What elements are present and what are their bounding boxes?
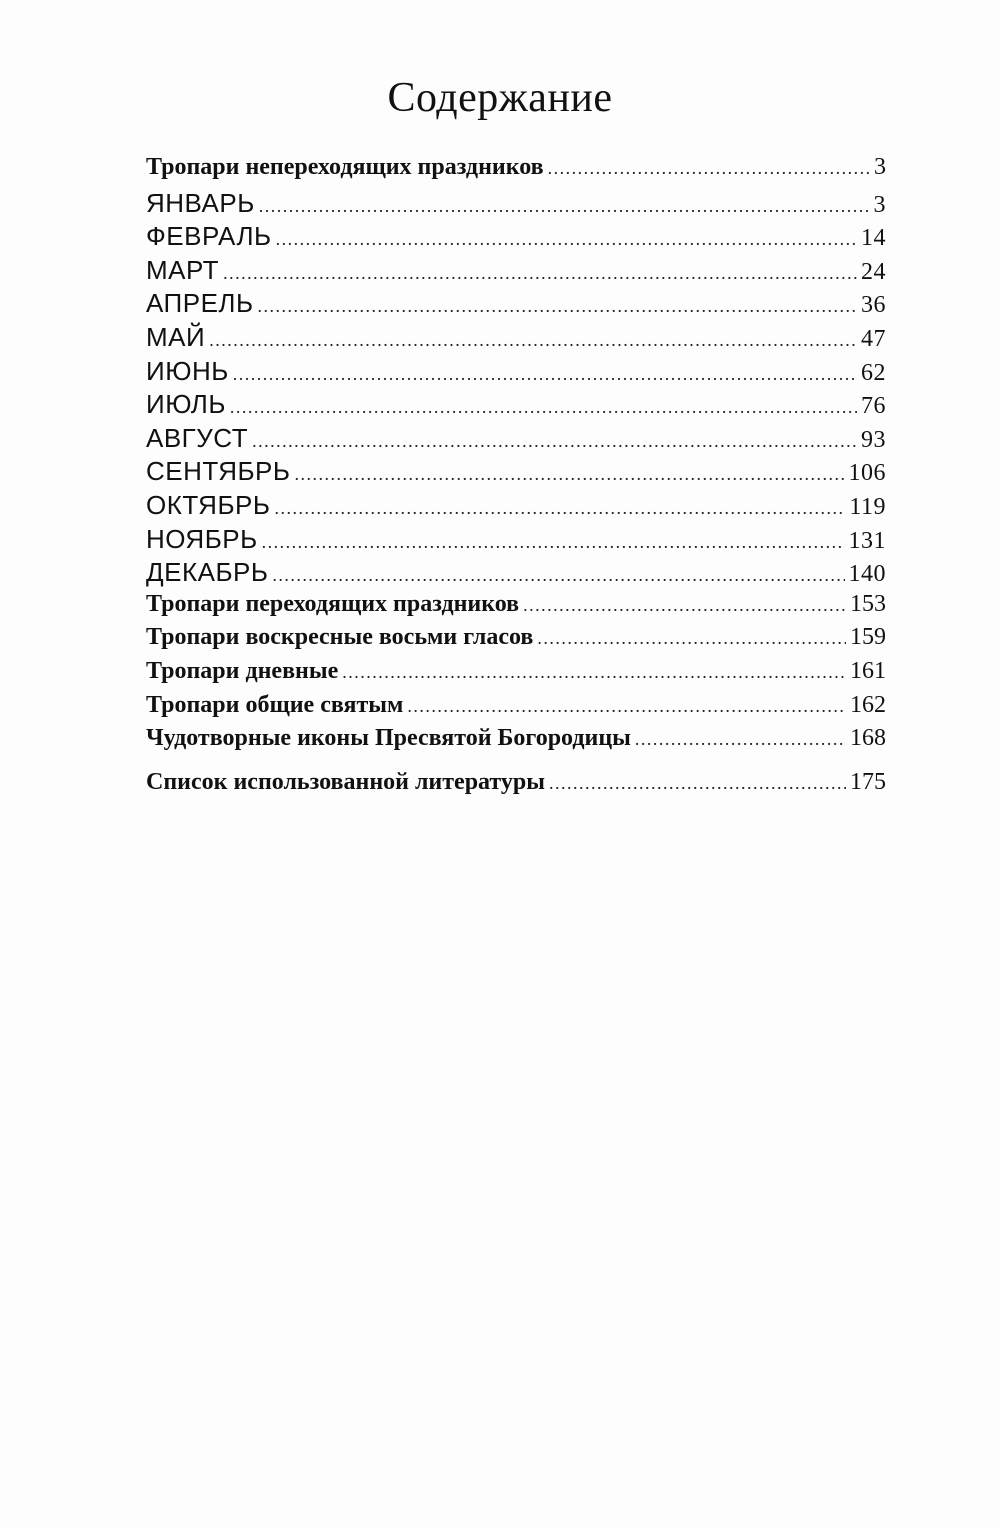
dot-leader [407, 696, 846, 717]
toc-page-number: 140 [848, 561, 886, 588]
dot-leader [274, 498, 845, 519]
dot-leader [294, 464, 844, 485]
toc-entry [146, 456, 886, 490]
toc-entry [146, 288, 886, 322]
toc-entry [146, 769, 886, 803]
toc-entry [146, 389, 886, 423]
toc-entry [146, 692, 886, 726]
dot-leader [252, 431, 857, 452]
toc-entry-label: Тропари общие святым [146, 691, 404, 718]
toc-entry-label: ЯНВАРЬ [146, 187, 255, 218]
toc-entry-label: Список использованной литературы [146, 768, 545, 795]
toc-page-number: 3 [874, 154, 886, 180]
toc-entry-label: ФЕВРАЛЬ [146, 221, 272, 252]
toc-page-number: 36 [861, 292, 886, 319]
toc-entry-label: СЕНТЯБРЬ [146, 456, 291, 487]
dot-leader [259, 196, 870, 217]
toc-entry [146, 255, 886, 289]
toc-page-number: 47 [861, 325, 886, 352]
dot-leader [635, 729, 846, 750]
toc-entry-label: Тропари воскресные восьми гласов [146, 624, 534, 651]
toc-entry [146, 725, 886, 759]
toc-page-number: 3 [873, 191, 886, 218]
toc-page-number: 131 [848, 527, 886, 554]
dot-leader [258, 296, 857, 317]
toc-entry [146, 221, 886, 255]
toc-entry [146, 423, 886, 457]
dot-leader [230, 397, 857, 418]
dot-leader [549, 773, 846, 794]
dot-leader [262, 532, 845, 553]
toc-entry [146, 322, 886, 356]
toc-entry-label: Чудотворные иконы Пресвятой Богородицы [146, 725, 631, 752]
toc-entry [146, 591, 886, 625]
dot-leader [233, 364, 857, 385]
toc-page-number: 76 [861, 393, 886, 420]
dot-leader [272, 565, 844, 586]
toc-page-number: 119 [849, 493, 886, 520]
dot-leader [209, 330, 857, 351]
toc-entry-label: АВГУСТ [146, 422, 249, 453]
toc-entry-label: МАРТ [146, 254, 220, 285]
toc-entry-label: ДЕКАБРЬ [146, 557, 269, 588]
toc-page-number: 93 [861, 426, 886, 453]
toc-entry-label: НОЯБРЬ [146, 523, 258, 554]
toc-entry-label: ИЮНЬ [146, 355, 229, 386]
toc-page-number: 153 [850, 590, 886, 617]
toc-entry-label: Тропари непереходящих праздников [146, 154, 544, 180]
toc-page-number: 106 [848, 460, 886, 487]
toc-entry-label: Тропари переходящих праздников [146, 590, 520, 617]
toc-entry-label: МАЙ [146, 321, 206, 352]
dot-leader [276, 229, 857, 250]
toc-entry [146, 624, 886, 658]
toc-page-number: 159 [850, 624, 886, 651]
toc-entry-label: Тропари дневные [146, 657, 339, 684]
dot-leader [342, 662, 846, 683]
toc-entry-label: АПРЕЛЬ [146, 288, 254, 319]
toc-entry [146, 658, 886, 692]
toc-entry-label: ИЮЛЬ [146, 389, 226, 420]
toc-page-number: 175 [850, 768, 886, 795]
toc-page-number: 168 [850, 725, 886, 752]
toc-entry [146, 188, 886, 222]
toc-page-number: 62 [861, 359, 886, 386]
page-title: Содержание [387, 75, 613, 121]
toc-page-number: 162 [850, 691, 886, 718]
toc-entry [146, 490, 886, 524]
dot-leader [548, 158, 870, 179]
dot-leader [523, 595, 846, 616]
toc-entry [146, 557, 886, 591]
table-of-contents [146, 154, 886, 802]
toc-page-number: 161 [850, 657, 886, 684]
toc-entry-label: ОКТЯБРЬ [146, 489, 271, 520]
toc-page-number: 24 [861, 258, 886, 285]
dot-leader [223, 263, 857, 284]
toc-entry [146, 356, 886, 390]
toc-entry [146, 524, 886, 558]
dot-leader [537, 628, 846, 649]
toc-page-number: 14 [861, 225, 886, 252]
toc-entry [146, 154, 886, 188]
